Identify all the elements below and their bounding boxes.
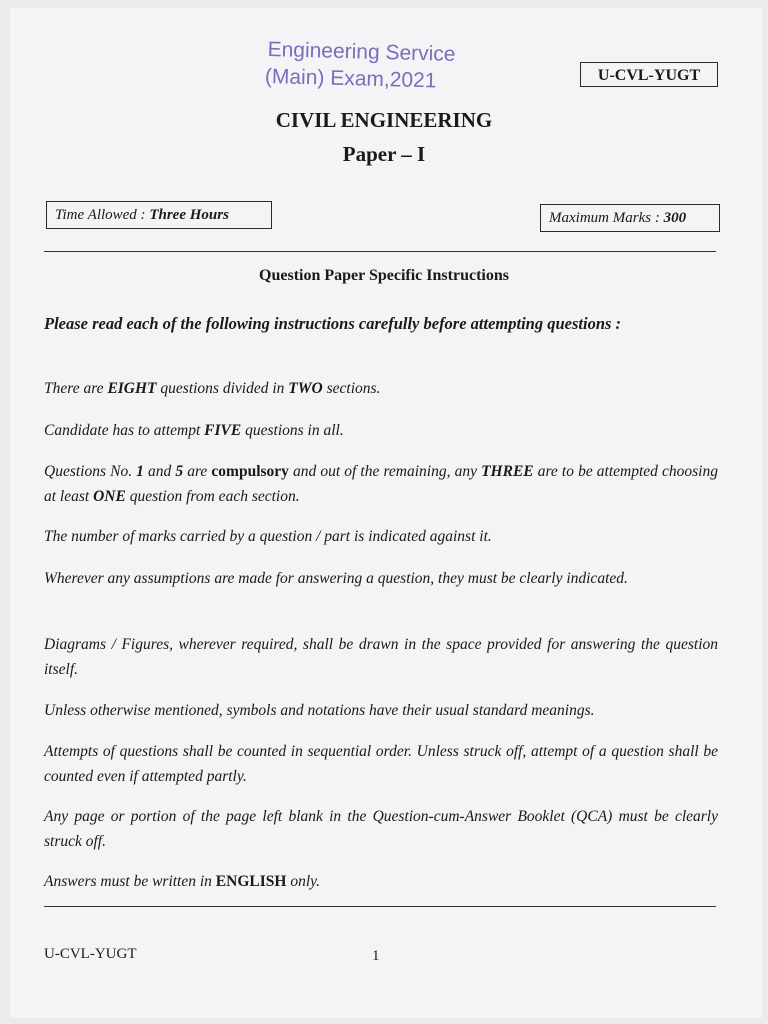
lead-instruction: Please read each of the following instructions carefully before attempting questions : — [44, 314, 622, 333]
instruction-8: Attempts of questions shall be counted in sequential order. Unless struck off, attempt of a question shall be counted even if attempted partly. — [44, 743, 718, 785]
instruction-text: are — [183, 463, 212, 480]
instruction-emphasis: compulsory — [211, 463, 289, 480]
bottom-divider — [44, 906, 716, 907]
instruction-6: Diagrams / Figures, wherever required, shall be drawn in the space provided for answering the question itself. — [44, 636, 718, 678]
time-allowed-label: Time Allowed : — [55, 207, 150, 223]
exam-stamp — [264, 36, 456, 95]
stamp-line-2: (Main) Exam,2021 — [264, 64, 437, 93]
instruction-emphasis: 1 — [136, 463, 144, 480]
instruction-text: Candidate has to attempt — [44, 422, 205, 439]
instruction-text: question from each section. — [125, 488, 300, 505]
instruction-9: Any page or portion of the page left blank in the Question-cum-Answer Booklet (QCA) must be clearly struck off. — [44, 808, 718, 850]
instruction-emphasis: EIGHT — [107, 380, 157, 397]
top-divider — [44, 251, 716, 252]
instruction-text: Answers must be written in — [44, 873, 216, 890]
instruction-10 — [44, 869, 718, 894]
footer-paper-code: U-CVL-YUGT — [44, 946, 137, 962]
page-number: 1 — [372, 948, 380, 964]
time-allowed-box — [46, 201, 272, 229]
paper-number: Paper – I — [342, 142, 426, 166]
instruction-emphasis: ONE — [93, 488, 126, 505]
maximum-marks-label: Maximum Marks : — [549, 210, 664, 226]
paper-code-box: U-CVL-YUGT — [580, 62, 718, 87]
instruction-1 — [44, 376, 718, 401]
stamp-line-1: Engineering Service — [267, 37, 456, 66]
instruction-2 — [44, 418, 718, 443]
instruction-text: sections. — [322, 380, 381, 397]
time-allowed-value: Three Hours — [149, 207, 229, 223]
instruction-text: and — [143, 463, 176, 480]
maximum-marks-box — [540, 204, 720, 232]
instruction-emphasis: THREE — [481, 463, 534, 480]
instruction-text: questions divided in — [156, 380, 289, 397]
instruction-text: are to be attempted choosing at least — [44, 463, 718, 505]
instruction-3 — [44, 459, 718, 509]
instruction-5: Wherever any assumptions are made for answering a question, they must be clearly indicated. — [44, 570, 628, 587]
instruction-text: only. — [286, 873, 321, 890]
instruction-emphasis: TWO — [288, 380, 323, 397]
maximum-marks-value: 300 — [663, 210, 687, 226]
instruction-text: There are — [44, 380, 108, 397]
instruction-emphasis: ENGLISH — [215, 873, 287, 890]
page-title: CIVIL ENGINEERING — [275, 108, 493, 132]
instructions-heading: Question Paper Specific Instructions — [259, 267, 509, 284]
instruction-4: The number of marks carried by a question / part is indicated against it. — [44, 528, 492, 545]
instruction-text: and out of the remaining, any — [288, 463, 482, 480]
instruction-emphasis: 5 — [175, 463, 184, 480]
instruction-text: Questions No. — [44, 463, 137, 480]
instruction-emphasis: FIVE — [204, 422, 242, 439]
instruction-7: Unless otherwise mentioned, symbols and notations have their usual standard meanings. — [44, 702, 595, 719]
instruction-text: questions in all. — [241, 422, 344, 439]
